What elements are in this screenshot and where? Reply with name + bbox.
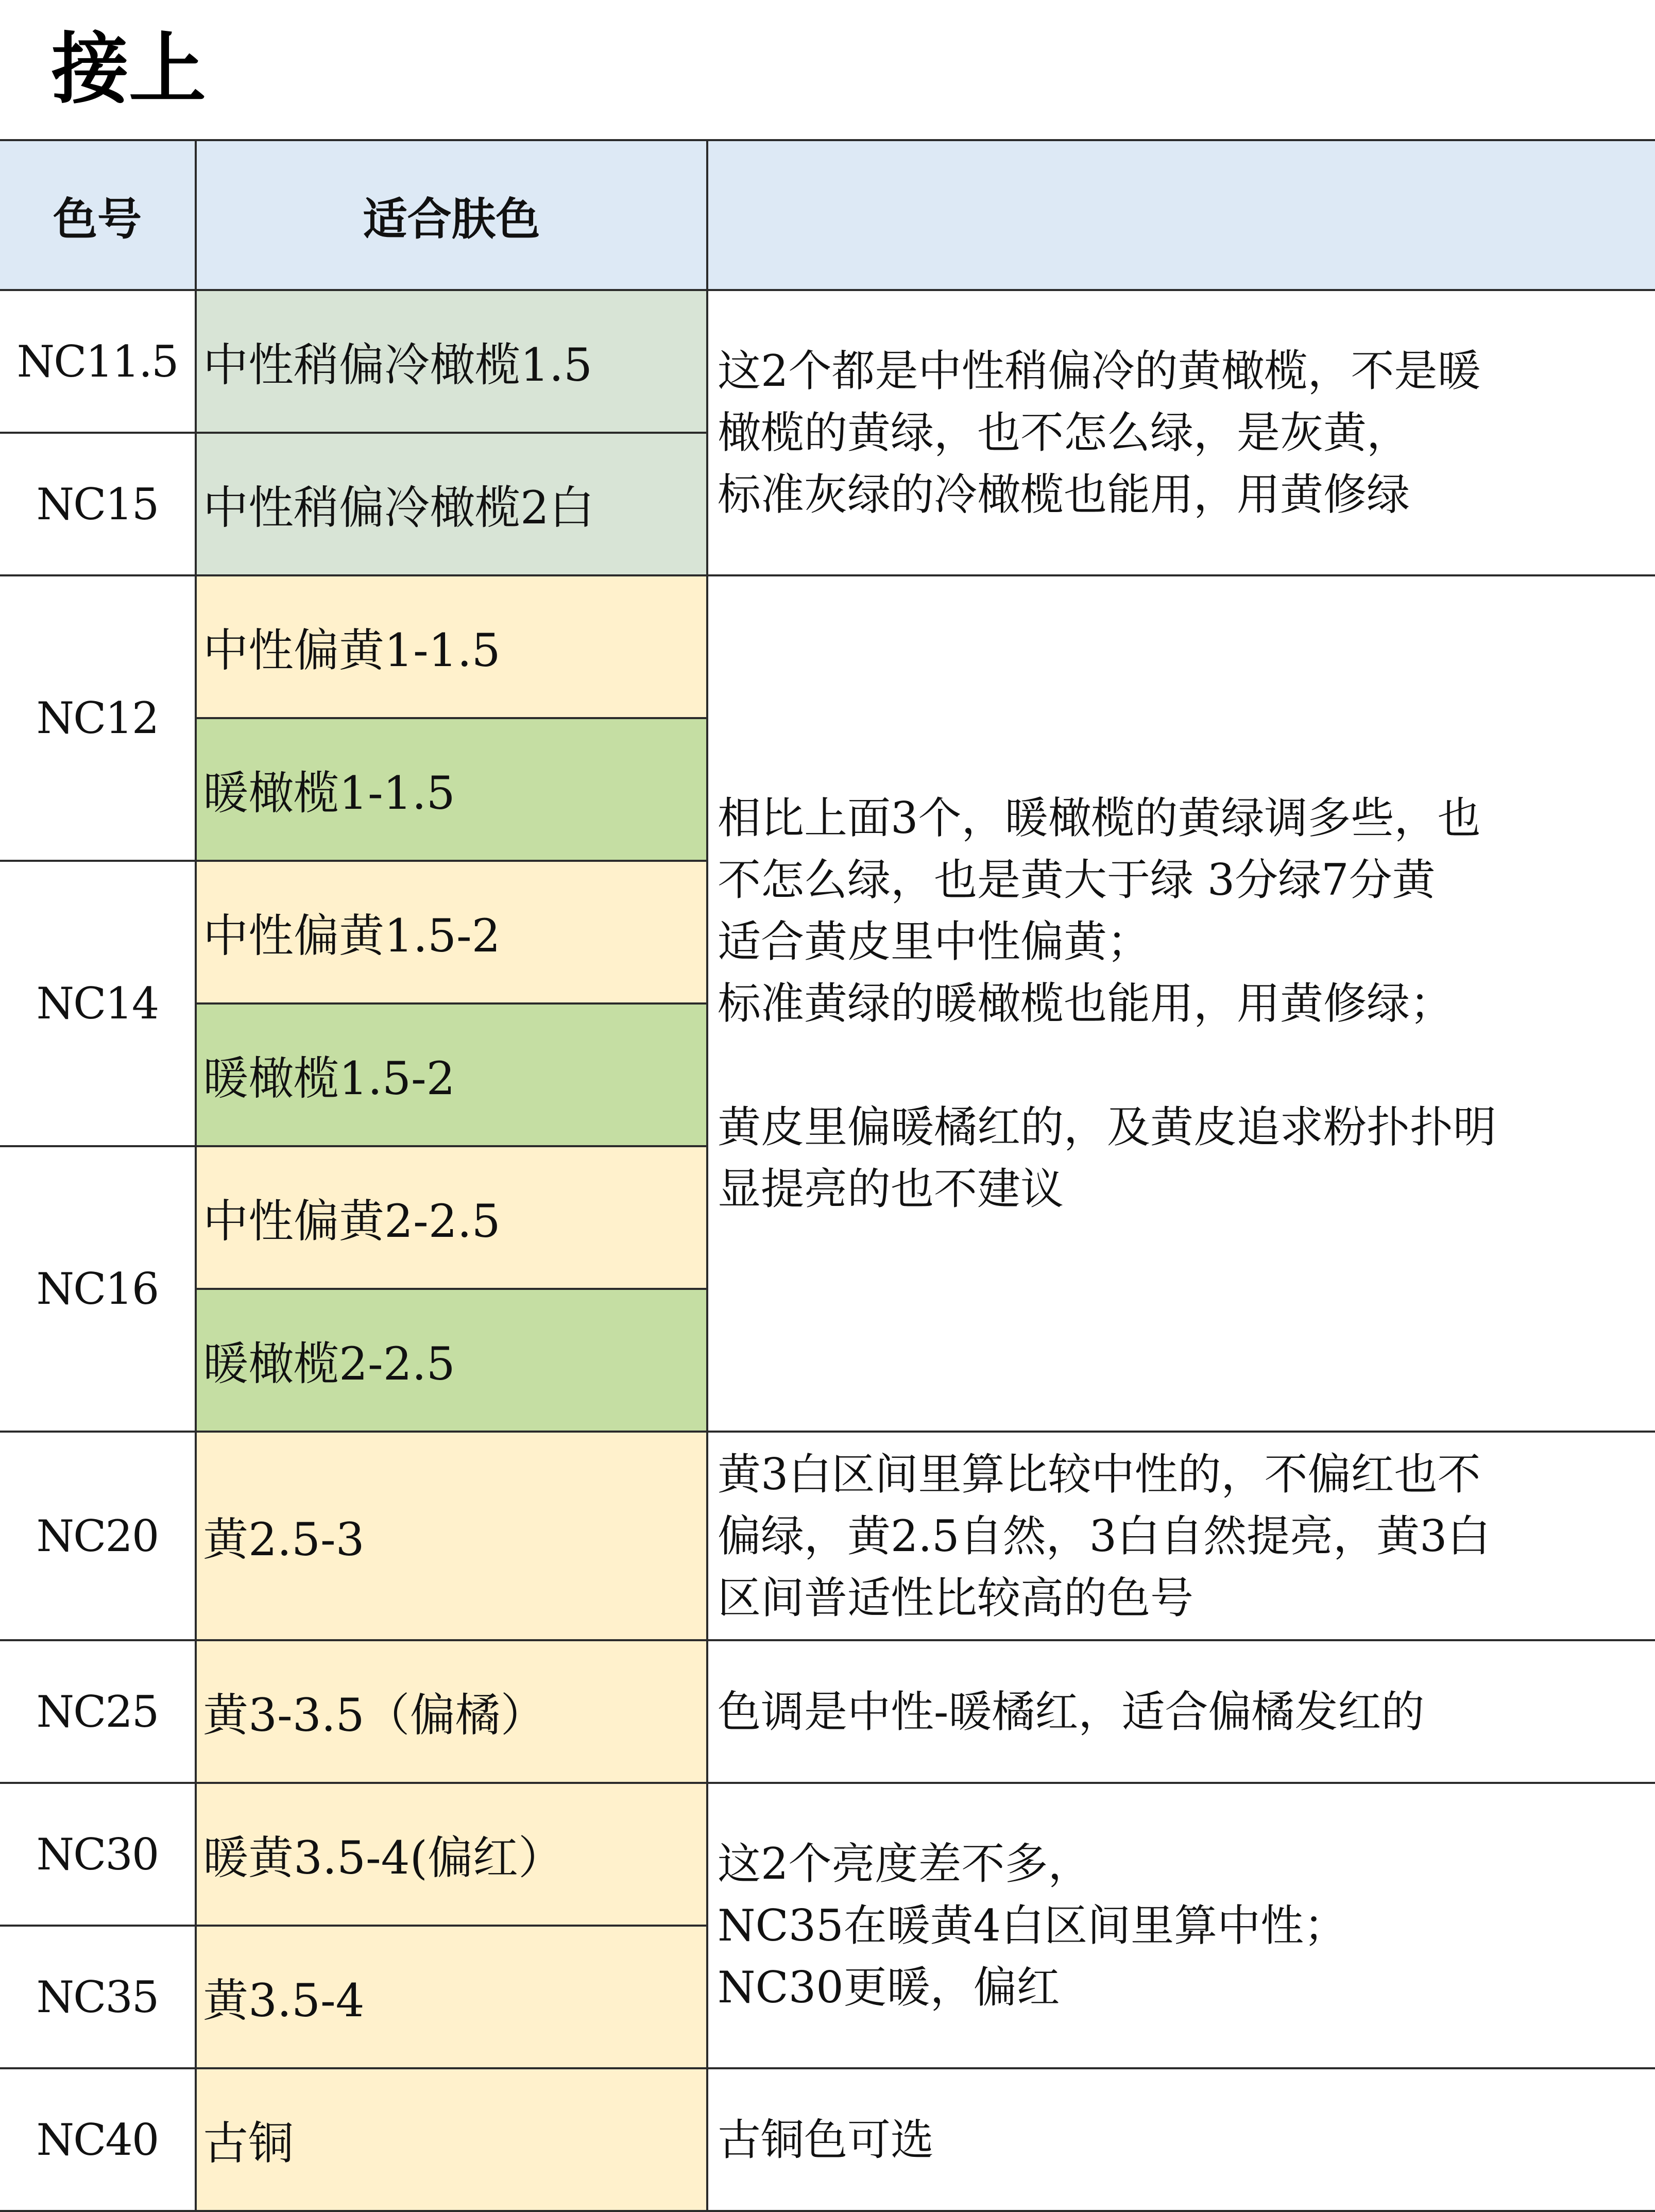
note-nc40: 古铜色可选 [707, 2068, 1655, 2211]
skin-tone: 中性偏黄1.5-2 [196, 861, 707, 1003]
note-nc20: 黄3白区间里算比较中性的，不偏红也不 偏绿，黄2.5自然，3白自然提亮，黄3白 区间普适性比较高的色号 [707, 1432, 1655, 1640]
skin-tone: 暖橄榄1-1.5 [196, 718, 707, 861]
shade-code: NC20 [0, 1432, 196, 1640]
skin-tone: 黄3.5-4 [196, 1926, 707, 2068]
shade-code: NC11.5 [0, 290, 196, 433]
skin-tone: 暖橄榄1.5-2 [196, 1003, 707, 1146]
table-header-row [0, 140, 1655, 290]
note-nc30-nc35: 这2个亮度差不多， NC35在暖黄4白区间里算中性； NC30更暖，偏红 [707, 1783, 1655, 2068]
table-row [0, 1432, 1655, 1640]
table-row [0, 290, 1655, 433]
header-code: 色号 [0, 140, 196, 290]
skin-tone: 暖橄榄2-2.5 [196, 1289, 707, 1432]
table-row [0, 2068, 1655, 2211]
shade-code: NC25 [0, 1640, 196, 1783]
shade-code: NC16 [0, 1146, 196, 1432]
note-warm-group: 相比上面3个，暖橄榄的黄绿调多些，也 不怎么绿，也是黄大于绿 3分绿7分黄 适合黄皮里中性偏黄； 标准黄绿的暖橄榄也能用，用黄修绿； 黄皮里偏暖橘红的，及黄皮追求粉扑扑明 显提亮的也不建议 [707, 575, 1655, 1432]
skin-tone: 中性稍偏冷橄榄2白 [196, 433, 707, 575]
page-title: 接上 [52, 25, 207, 114]
header-note [707, 140, 1655, 290]
shade-code: NC12 [0, 575, 196, 861]
skin-tone: 中性稍偏冷橄榄1.5 [196, 290, 707, 433]
skin-tone: 中性偏黄1-1.5 [196, 575, 707, 718]
table-row [0, 1640, 1655, 1783]
shade-code: NC15 [0, 433, 196, 575]
table-row [0, 1783, 1655, 1926]
shade-code: NC14 [0, 861, 196, 1146]
skin-tone: 暖黄3.5-4(偏红） [196, 1783, 707, 1926]
skin-tone: 黄3-3.5（偏橘） [196, 1640, 707, 1783]
shade-code: NC35 [0, 1926, 196, 2068]
skin-tone: 黄2.5-3 [196, 1432, 707, 1640]
skin-tone: 中性偏黄2-2.5 [196, 1146, 707, 1289]
skin-tone: 古铜 [196, 2068, 707, 2211]
shade-code: NC30 [0, 1783, 196, 1926]
shade-table [0, 139, 1655, 2212]
table-row [0, 575, 1655, 718]
shade-code: NC40 [0, 2068, 196, 2211]
note-olive-group: 这2个都是中性稍偏冷的黄橄榄，不是暖 橄榄的黄绿，也不怎么绿，是灰黄， 标准灰绿的冷橄榄也能用，用黄修绿 [707, 290, 1655, 575]
header-skin: 适合肤色 [196, 140, 707, 290]
note-nc25: 色调是中性-暖橘红，适合偏橘发红的 [707, 1640, 1655, 1783]
